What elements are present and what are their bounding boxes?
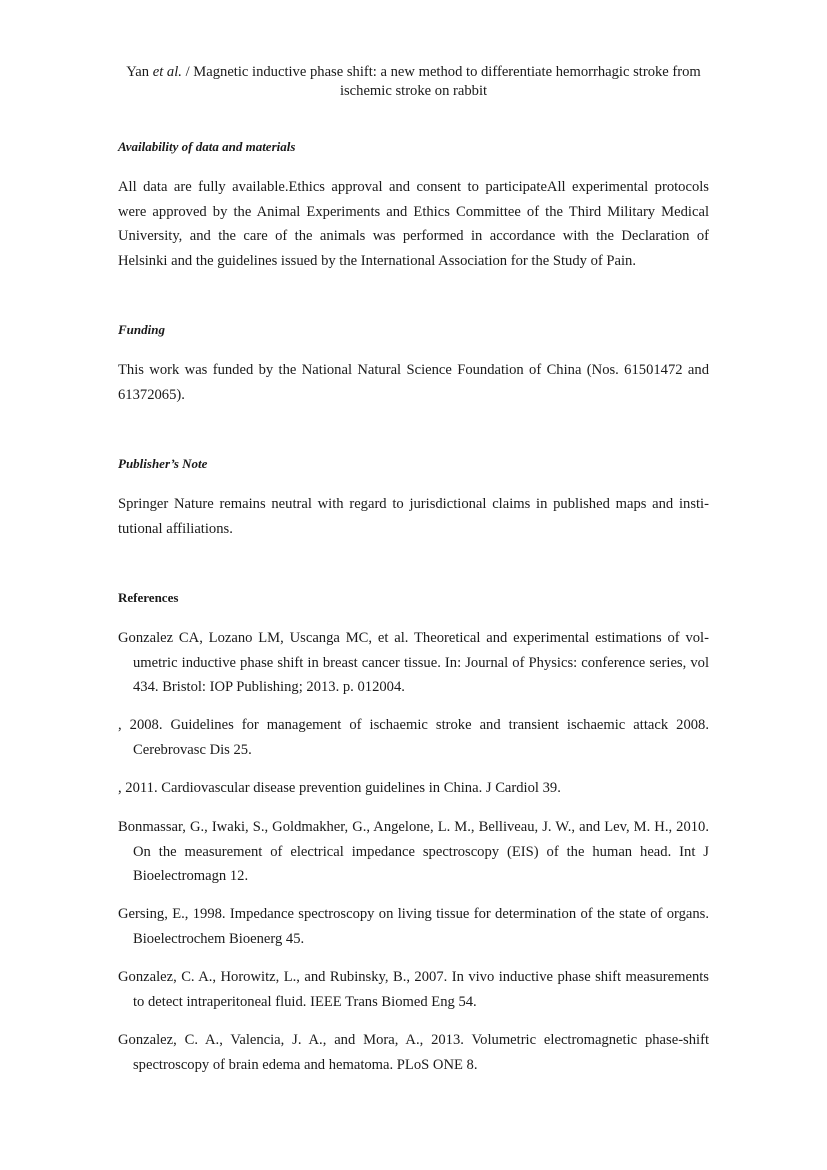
header-title: / Magnetic inductive phase shift: a new method to differentiate hemorrhagic stroke from ischemic stroke on rabbit [185,64,701,99]
publisher-note-paragraph: Springer Nature remains neutral with regard to jurisdictional claims in published maps and institutional affiliations. [118,496,709,537]
reference-item: Gonzalez, C. A., Horowitz, L., and Rubinsky, B., 2007. In vivo inductive phase shift measurements to detect intraperitoneal fluid. IEEE Trans Biomed Eng 54. [118,969,709,1010]
funding-paragraph: This work was funded by the National Natural Science Foundation of China (Nos. 61501472 and 61372065). [118,362,709,403]
references-heading: References [118,590,179,605]
reference-item: , 2008. Guidelines for management of ischaemic stroke and transient ischaemic attack 2008. Cerebrovasc Dis 25. [118,717,709,758]
reference-item: , 2011. Cardiovascular disease prevention guidelines in China. J Cardiol 39. [118,780,561,796]
availability-heading: Availability of data and materials [118,139,296,154]
reference-item: Gonzalez, C. A., Valencia, J. A., and Mora, A., 2013. Volumetric electromagnetic phase-shift spectroscopy of brain edema and hematoma. PLoS ONE 8. [118,1032,709,1073]
reference-item: Gonzalez CA, Lozano LM, Uscanga MC, et al. Theoretical and experimental estimations of volumetric inductive phase shift in breast cancer tissue. In: Journal of Physics: conference series, vol 434. Bristol: IOP Publishing; 2013. p. 012004. [118,630,709,695]
running-header [118,63,709,101]
reference-item: Bonmassar, G., Iwaki, S., Goldmakher, G., Angelone, L. M., Belliveau, J. W., and Lev, M. H., 2010. On the measurement of electrical impedance spectroscopy (EIS) of the human head. Int J Bioelectromagn 12. [118,819,709,884]
funding-heading: Funding [118,322,165,337]
availability-paragraph: All data are fully available.Ethics approval and consent to participateAll experimental protocols were approved by the Animal Experiments and Ethics Committee of the Third Military Medical University, and the care of the animals was performed in accordance with the Declaration of Helsinki and the guidelines issued by the International Association for the Study of Pain. [118,179,709,269]
publisher-note-heading: Publisher’s Note [118,456,208,471]
header-et-al: et al. [152,64,182,80]
header-authors: Yan [126,64,150,80]
reference-item: Gersing, E., 1998. Impedance spectroscopy on living tissue for determination of the state of organs. Bioelectrochem Bioenerg 45. [118,906,709,947]
